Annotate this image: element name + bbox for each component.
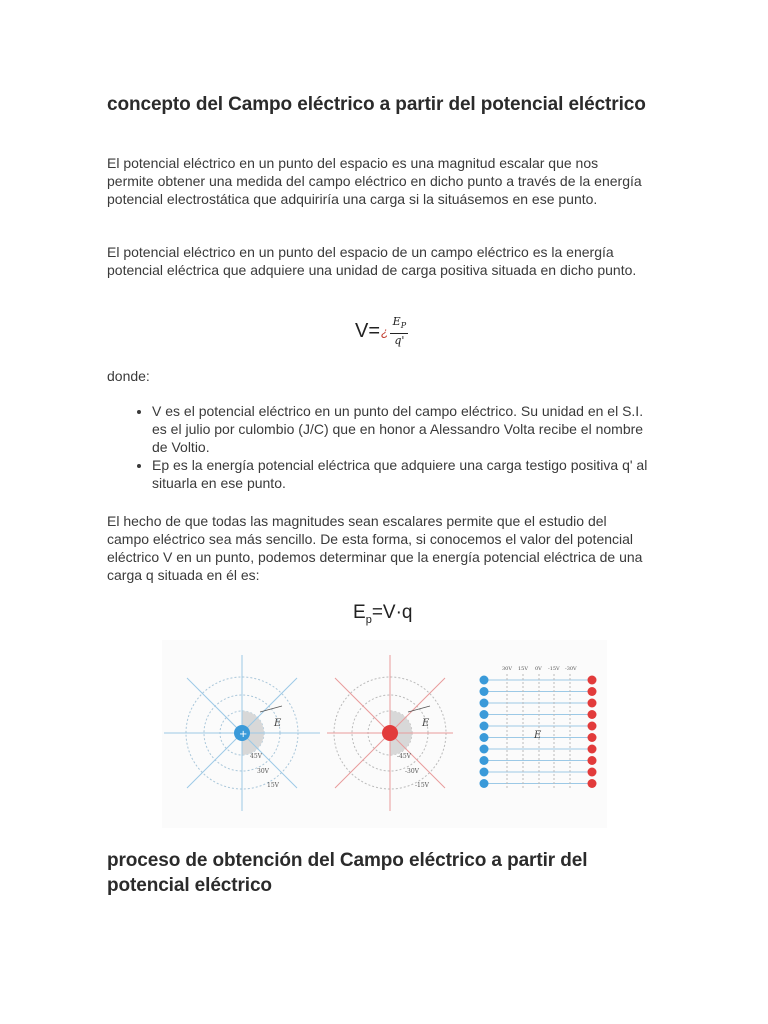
- negative-plate-charge: [588, 779, 597, 788]
- positive-plate-charge: [480, 676, 489, 685]
- plate-label-neg30v: -30V: [565, 666, 577, 672]
- formula-fraction: [390, 316, 408, 347]
- plate-label-0v: 0V: [535, 666, 542, 672]
- label-neg15v: -15V: [415, 782, 429, 789]
- svg-text:+: +: [239, 729, 248, 740]
- field-label-middle: E: [422, 718, 430, 729]
- formula-numerator: $E_P$: [392, 315, 407, 331]
- positive-plate-charge: [480, 756, 489, 765]
- negative-plate-charge: [588, 676, 597, 685]
- plate-label-30v: 30V: [502, 666, 512, 672]
- parallel-plates-diagram: [480, 666, 597, 788]
- formula-glyph: ¿: [381, 324, 389, 339]
- negative-plate-charge: [588, 722, 597, 731]
- field-label-left: E: [274, 718, 282, 729]
- negative-plate-charge: [588, 687, 597, 696]
- paragraph-intro: El potencial eléctrico en un punto del espacio es una magnitud escalar que nos permite obtener una medida del campo eléctrico en dicho punto a través de la energía potencial electrostática que adquiriría una carga si la situásemos en ese punto.: [107, 155, 642, 207]
- plate-label-neg15v: -15V: [548, 666, 560, 672]
- positive-plate-charge: [480, 699, 489, 708]
- label-30v: 30V: [257, 768, 269, 775]
- negative-charge-diagram: [327, 655, 453, 811]
- paragraph-definition: El potencial eléctrico en un punto del espacio de un campo eléctrico es la energía potencial eléctrica que adquiere una unidad de carga positiva situada en dicho punto.: [107, 244, 637, 278]
- formula-energy: $E_p=V\cdot q$: [353, 602, 413, 626]
- field-label-right: E: [534, 730, 542, 741]
- list-item: • Ep es la energía potencial eléctrica que adquiere una carga testigo positiva q' al situarla en ese punto.: [152, 456, 657, 492]
- positive-plate-charge: [480, 710, 489, 719]
- positive-plate-charge: [480, 733, 489, 742]
- negative-plate-charge: [588, 756, 597, 765]
- heading-concept: concepto del Campo eléctrico a partir del potencial eléctrico: [107, 94, 646, 115]
- donde-label: donde:: [107, 368, 150, 384]
- negative-plate-charge: [588, 699, 597, 708]
- label-neg45v: -45V: [397, 753, 411, 760]
- list-item: • V es el potencial eléctrico en un punto del campo eléctrico. Su unidad en el S.I. es el julio por culombio (J/C) que en honor a Alessandro Volta recibe el nombre de Voltio.: [152, 402, 657, 456]
- formula-denominator: q': [394, 334, 405, 348]
- negative-plate-charge: [588, 733, 597, 742]
- negative-plate-charge: [588, 710, 597, 719]
- heading-process: proceso de obtención del Campo eléctrico a partir del potencial eléctrico: [107, 850, 588, 896]
- plate-label-15v: 15V: [518, 666, 528, 672]
- positive-plate-charge: [480, 768, 489, 777]
- definitions-list: [107, 402, 657, 492]
- label-15v: 15V: [267, 782, 279, 789]
- positive-plate-charge: [480, 745, 489, 754]
- label-neg30v: -30V: [405, 768, 419, 775]
- formula-lhs: V=: [355, 320, 381, 343]
- paragraph-scalar: El hecho de que todas las magnitudes sean escalares permite que el estudio del campo eléctrico sea más sencillo. De esta forma, si conocemos el valor del potencial eléctrico V en un punto, podemos determinar que la energía potencial eléctrica de una carga q situada en él es:: [107, 513, 643, 583]
- positive-charge-diagram: [164, 655, 320, 811]
- formula-potential: [355, 316, 408, 347]
- negative-plate-charge: [588, 745, 597, 754]
- equipotential-figure: [162, 640, 607, 828]
- positive-plate-charge: [480, 722, 489, 731]
- negative-plate-charge: [588, 768, 597, 777]
- label-45v: 45V: [250, 753, 262, 760]
- positive-plate-charge: [480, 687, 489, 696]
- positive-plate-charge: [480, 779, 489, 788]
